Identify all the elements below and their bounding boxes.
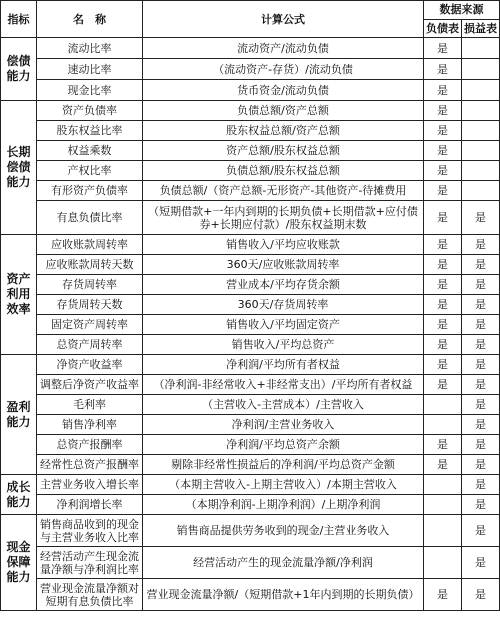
income-statement-mark: 是 <box>462 375 500 395</box>
ratio-formula: 360天/应收账款周转率 <box>143 255 424 275</box>
table-row <box>1 335 500 355</box>
ratio-formula: 销售收入/平均固定资产 <box>143 315 424 335</box>
balance-sheet-mark <box>424 475 462 495</box>
ratio-name: 流动比率 <box>37 38 143 59</box>
table-row <box>1 161 500 181</box>
table-row <box>1 515 500 547</box>
table-row <box>1 255 500 275</box>
ratio-formula: （主营收入-主营成本）/主营收入 <box>143 395 424 415</box>
balance-sheet-mark: 是 <box>424 455 462 475</box>
ratio-name: 经营活动产生现金流量净额与净利润比率 <box>37 547 143 579</box>
ratio-name: 存货周转天数 <box>37 295 143 315</box>
income-statement-mark: 是 <box>462 475 500 495</box>
income-statement-mark: 是 <box>462 435 500 455</box>
ratio-formula: （净利润-非经常收入+非经常支出）/平均所有者权益 <box>143 375 424 395</box>
balance-sheet-mark: 是 <box>424 435 462 455</box>
balance-sheet-mark: 是 <box>424 335 462 355</box>
header-source: 数据来源 <box>424 1 500 20</box>
income-statement-mark <box>462 101 500 121</box>
ratio-name: 应收账款周转天数 <box>37 255 143 275</box>
category-label: 资产利用效率 <box>1 235 37 355</box>
balance-sheet-mark: 是 <box>424 101 462 121</box>
balance-sheet-mark: 是 <box>424 375 462 395</box>
table-row <box>1 235 500 255</box>
balance-sheet-mark: 是 <box>424 38 462 59</box>
ratio-formula: 负债总额/股东权益总额 <box>143 161 424 181</box>
ratio-name: 应收账款周转率 <box>37 235 143 255</box>
category-label: 成长能力 <box>1 475 37 515</box>
ratio-formula: 负债总额/资产总额 <box>143 101 424 121</box>
ratio-name: 主营业务收入增长率 <box>37 475 143 495</box>
table-row <box>1 495 500 515</box>
balance-sheet-mark: 是 <box>424 121 462 141</box>
ratio-name: 营业现金流量净额对短期有息负债比率 <box>37 579 143 611</box>
income-statement-mark <box>462 181 500 201</box>
income-statement-mark: 是 <box>462 547 500 579</box>
ratio-formula: 流动资产/流动负债 <box>143 38 424 59</box>
ratio-formula: 剔除非经常性损益后的净利润/平均总资产金额 <box>143 455 424 475</box>
header-indicator: 指标 <box>1 1 37 38</box>
ratio-name: 速动比率 <box>37 59 143 80</box>
balance-sheet-mark: 是 <box>424 295 462 315</box>
ratio-formula: 货币资金/流动负债 <box>143 80 424 101</box>
ratio-name: 经常性总资产报酬率 <box>37 455 143 475</box>
category-label: 现金保障能力 <box>1 515 37 611</box>
table-row <box>1 275 500 295</box>
income-statement-mark <box>462 80 500 101</box>
income-statement-mark <box>462 59 500 80</box>
ratio-name: 毛利率 <box>37 395 143 415</box>
ratio-formula: 营业现金流量净额/（短期借款+1年内到期的长期负债） <box>143 579 424 611</box>
header-source-income-statement: 损益表 <box>462 19 500 38</box>
table-row <box>1 395 500 415</box>
ratio-name: 资产负债率 <box>37 101 143 121</box>
balance-sheet-mark <box>424 495 462 515</box>
balance-sheet-mark: 是 <box>424 59 462 80</box>
ratio-formula: 360天/存货周转率 <box>143 295 424 315</box>
ratio-name: 股东权益比率 <box>37 121 143 141</box>
ratio-name: 销售净利率 <box>37 415 143 435</box>
table-row <box>1 315 500 335</box>
income-statement-mark: 是 <box>462 355 500 375</box>
balance-sheet-mark: 是 <box>424 579 462 611</box>
ratio-name: 有形资产负债率 <box>37 181 143 201</box>
ratio-formula: 销售收入/平均应收账款 <box>143 235 424 255</box>
table-row <box>1 101 500 121</box>
table-row <box>1 59 500 80</box>
balance-sheet-mark <box>424 415 462 435</box>
income-statement-mark <box>462 141 500 161</box>
table-row <box>1 375 500 395</box>
income-statement-mark <box>462 38 500 59</box>
income-statement-mark: 是 <box>462 579 500 611</box>
category-label: 长期偿债能力 <box>1 101 37 235</box>
ratio-name: 现金比率 <box>37 80 143 101</box>
ratio-formula: 净利润/平均总资产余额 <box>143 435 424 455</box>
income-statement-mark: 是 <box>462 395 500 415</box>
ratio-formula: 股东权益总额/资产总额 <box>143 121 424 141</box>
ratio-formula: （本期净利润-上期净利润）/上期净利润 <box>143 495 424 515</box>
ratio-formula: 资产总额/股东权益总额 <box>143 141 424 161</box>
header-name: 名 称 <box>37 1 143 38</box>
table-row <box>1 141 500 161</box>
balance-sheet-mark <box>424 515 462 547</box>
header-formula: 计算公式 <box>143 1 424 38</box>
income-statement-mark: 是 <box>462 201 500 235</box>
balance-sheet-mark: 是 <box>424 201 462 235</box>
income-statement-mark: 是 <box>462 415 500 435</box>
ratio-formula: 销售商品提供劳务收到的现金/主营业务收入 <box>143 515 424 547</box>
table-row <box>1 201 500 235</box>
table-row <box>1 547 500 579</box>
income-statement-mark: 是 <box>462 295 500 315</box>
ratio-name: 总资产报酬率 <box>37 435 143 455</box>
table-row <box>1 579 500 611</box>
ratio-formula: （本期主营收入-上期主营收入）/本期主营收入 <box>143 475 424 495</box>
ratio-formula: 营业成本/平均存货余额 <box>143 275 424 295</box>
ratio-name: 存货周转率 <box>37 275 143 295</box>
table-row <box>1 435 500 455</box>
balance-sheet-mark: 是 <box>424 161 462 181</box>
ratio-name: 有息负债比率 <box>37 201 143 235</box>
table-row <box>1 181 500 201</box>
table-row <box>1 38 500 59</box>
table-row <box>1 475 500 495</box>
balance-sheet-mark: 是 <box>424 355 462 375</box>
ratio-name: 调整后净资产收益率 <box>37 375 143 395</box>
ratio-name: 产权比率 <box>37 161 143 181</box>
income-statement-mark: 是 <box>462 315 500 335</box>
balance-sheet-mark <box>424 547 462 579</box>
income-statement-mark <box>462 161 500 181</box>
income-statement-mark <box>462 121 500 141</box>
ratio-name: 权益乘数 <box>37 141 143 161</box>
ratio-name: 净资产收益率 <box>37 355 143 375</box>
ratio-formula: 经营活动产生的现金流量净额/净利润 <box>143 547 424 579</box>
header-source-balance-sheet: 负债表 <box>424 19 462 38</box>
balance-sheet-mark <box>424 395 462 415</box>
income-statement-mark: 是 <box>462 335 500 355</box>
income-statement-mark: 是 <box>462 235 500 255</box>
category-label: 盈利能力 <box>1 355 37 475</box>
balance-sheet-mark: 是 <box>424 235 462 255</box>
table-row <box>1 415 500 435</box>
balance-sheet-mark: 是 <box>424 80 462 101</box>
table-row <box>1 121 500 141</box>
income-statement-mark: 是 <box>462 455 500 475</box>
table-row <box>1 355 500 375</box>
ratio-name: 净利润增长率 <box>37 495 143 515</box>
ratio-name: 总资产周转率 <box>37 335 143 355</box>
ratio-formula: （短期借款+一年内到期的长期负债+长期借款+应付债券+长期应付款）/股东权益期末数 <box>143 201 424 235</box>
ratio-name: 固定资产周转率 <box>37 315 143 335</box>
category-label: 偿债能力 <box>1 38 37 101</box>
balance-sheet-mark: 是 <box>424 255 462 275</box>
balance-sheet-mark: 是 <box>424 181 462 201</box>
balance-sheet-mark: 是 <box>424 275 462 295</box>
balance-sheet-mark: 是 <box>424 141 462 161</box>
ratio-name: 销售商品收到的现金与主营业务收入比率 <box>37 515 143 547</box>
ratio-formula: 净利润/平均所有者权益 <box>143 355 424 375</box>
balance-sheet-mark: 是 <box>424 315 462 335</box>
income-statement-mark: 是 <box>462 255 500 275</box>
income-statement-mark: 是 <box>462 515 500 547</box>
ratio-formula: （流动资产-存货）/流动负债 <box>143 59 424 80</box>
header-row-1 <box>1 1 500 20</box>
ratio-formula: 负债总额/（资产总额-无形资产-其他资产-待摊费用 <box>143 181 424 201</box>
table-row <box>1 295 500 315</box>
ratio-formula: 净利润/主营业务收入 <box>143 415 424 435</box>
income-statement-mark: 是 <box>462 495 500 515</box>
income-statement-mark: 是 <box>462 275 500 295</box>
ratio-formula: 销售收入/平均总资产 <box>143 335 424 355</box>
table-row <box>1 80 500 101</box>
table-row <box>1 455 500 475</box>
